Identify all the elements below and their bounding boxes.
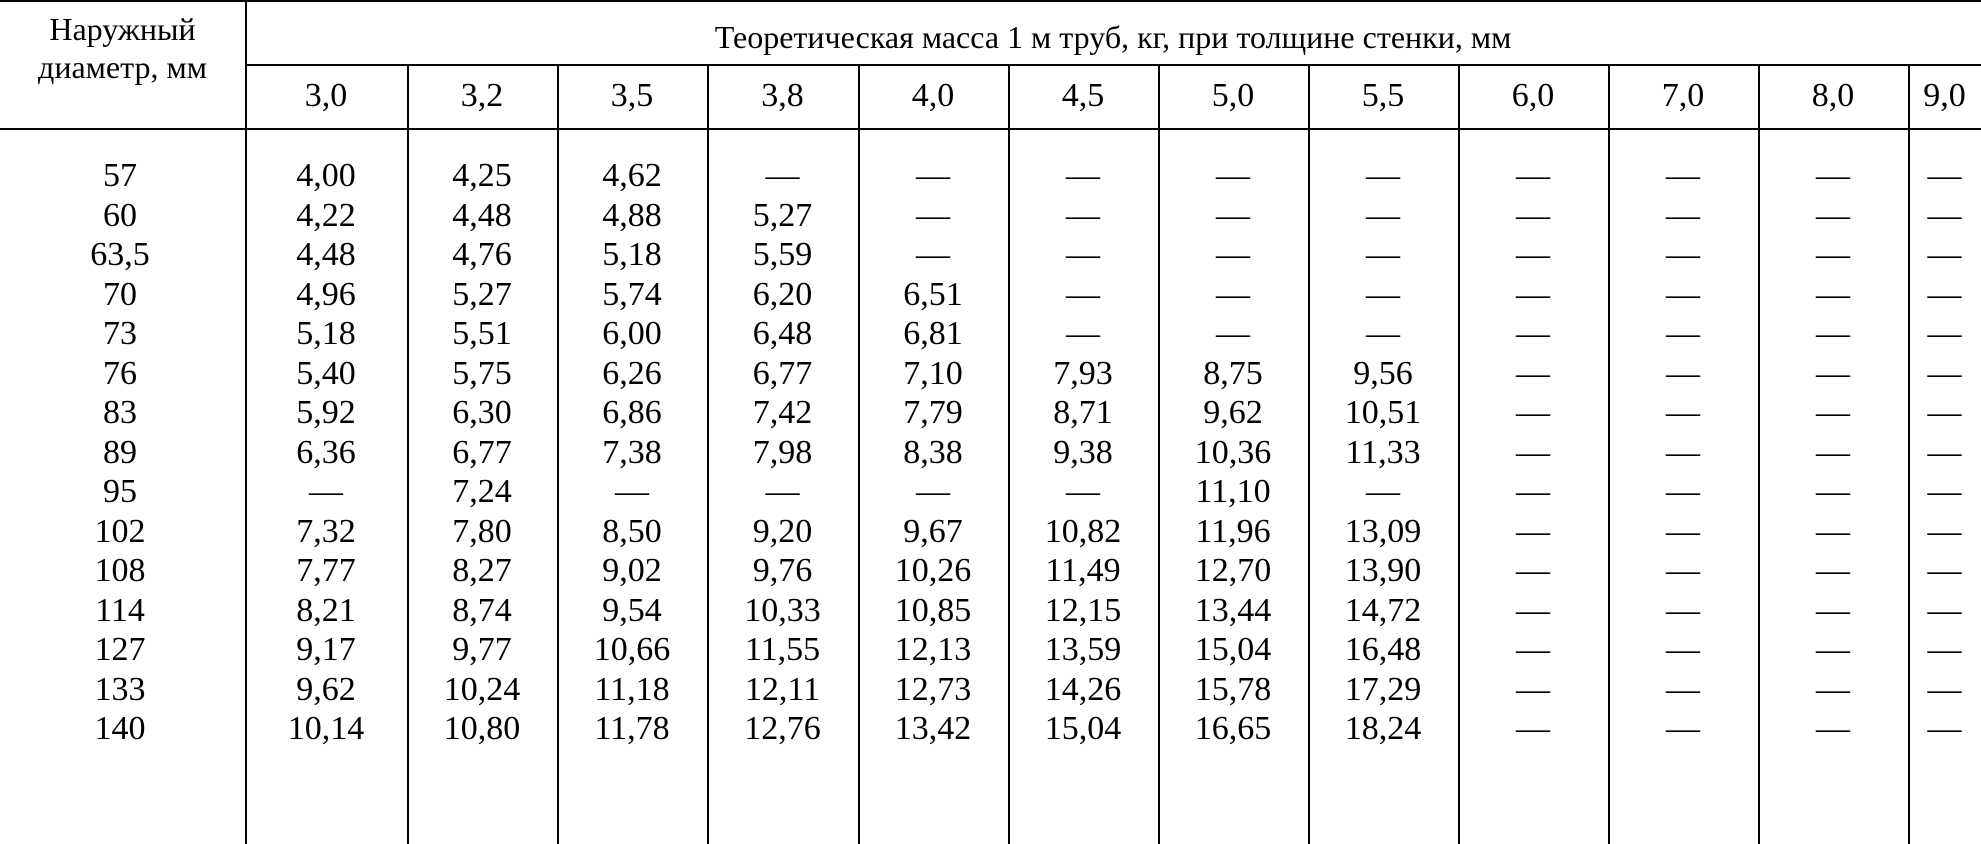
empty-mass-cell: — — [1927, 275, 1962, 313]
empty-mass-cell: — — [916, 157, 950, 194]
empty-mass-cell: — — [1816, 236, 1850, 273]
outer-diameter-cell: 73 — [103, 315, 137, 352]
outer-diameter-cell: 76 — [103, 354, 137, 392]
header-diameter-line1: Наружный — [49, 11, 196, 47]
header-bottom-rule — [0, 128, 1981, 130]
empty-mass-cell: — — [1066, 315, 1100, 352]
column-rule — [1308, 64, 1310, 844]
empty-mass-cell: — — [1216, 157, 1250, 194]
mass-cell: 12,76 — [744, 710, 821, 747]
empty-mass-cell: — — [1366, 473, 1400, 510]
empty-mass-cell: — — [1666, 670, 1700, 708]
mass-cell: 9,77 — [452, 631, 512, 668]
empty-mass-cell: — — [309, 473, 343, 510]
wall-thickness-header: 8,0 — [1811, 77, 1855, 114]
mass-cell: 7,32 — [296, 512, 356, 550]
empty-mass-cell: — — [1816, 315, 1850, 352]
mass-cell: 8,38 — [903, 433, 963, 471]
mass-cell: 9,67 — [903, 512, 963, 550]
mass-cell: 6,51 — [903, 275, 963, 313]
wall-thickness-header: 4,5 — [1061, 77, 1105, 114]
mass-cell: 5,27 — [452, 275, 512, 313]
mass-cell: 7,77 — [296, 552, 356, 589]
empty-mass-cell: — — [1666, 315, 1700, 352]
mass-cell: 15,78 — [1194, 670, 1272, 708]
mass-cell: 17,29 — [1344, 670, 1422, 708]
mass-cell: 10,36 — [1194, 433, 1272, 471]
empty-mass-cell: — — [1216, 196, 1250, 234]
mass-cell: 6,30 — [452, 394, 512, 431]
mass-cell: 13,42 — [894, 710, 972, 747]
mass-cell: 4,88 — [602, 196, 662, 234]
empty-mass-cell: — — [1666, 354, 1700, 392]
empty-mass-cell: — — [1216, 275, 1250, 313]
empty-mass-cell: — — [1366, 275, 1400, 313]
mass-cell: 5,59 — [752, 236, 813, 273]
mass-cell: 12,70 — [1194, 552, 1272, 589]
outer-diameter-cell: 57 — [103, 157, 137, 194]
mass-cell: 10,14 — [287, 710, 365, 747]
mass-cell: 9,20 — [752, 512, 813, 550]
mass-cell: 6,20 — [752, 275, 813, 313]
empty-mass-cell: — — [1927, 591, 1962, 629]
mass-cell: 7,80 — [452, 512, 512, 550]
empty-mass-cell: — — [1366, 196, 1400, 234]
mass-cell: 10,51 — [1344, 394, 1422, 431]
column-rule — [1608, 64, 1610, 844]
mass-cell: 6,81 — [903, 315, 963, 352]
mass-cell: 15,04 — [1194, 631, 1272, 668]
wall-thickness-header: 3,0 — [304, 77, 348, 114]
mass-cell: 4,48 — [452, 196, 512, 234]
wall-thickness-header: 3,5 — [610, 77, 654, 114]
mass-cell: 7,93 — [1053, 354, 1113, 392]
empty-mass-cell: — — [1927, 710, 1962, 747]
mass-cell: 4,76 — [452, 236, 512, 273]
empty-mass-cell: — — [1816, 591, 1850, 629]
mass-cell: 11,96 — [1195, 512, 1271, 550]
mass-cell: 13,44 — [1194, 591, 1272, 629]
column-rule — [1008, 64, 1010, 844]
wall-thickness-header: 3,8 — [761, 77, 804, 114]
outer-diameter-cell: 140 — [94, 710, 146, 747]
mass-cell: 6,77 — [752, 354, 813, 392]
mass-cell: 9,54 — [602, 591, 662, 629]
empty-mass-cell: — — [1927, 433, 1962, 471]
empty-mass-cell: — — [1516, 236, 1550, 273]
column-rule — [1758, 64, 1760, 844]
wall-thickness-header: 3,2 — [460, 77, 504, 114]
empty-mass-cell: — — [1666, 591, 1700, 629]
empty-mass-cell: — — [1666, 236, 1700, 273]
column-rule — [1158, 64, 1160, 844]
empty-mass-cell: — — [1516, 591, 1550, 629]
header-mid-rule — [245, 64, 1981, 66]
empty-mass-cell: — — [1066, 157, 1100, 194]
outer-diameter-cell: 114 — [95, 591, 145, 629]
mass-cell: 9,62 — [1203, 394, 1263, 431]
empty-mass-cell: — — [1927, 354, 1962, 392]
empty-mass-cell: — — [1666, 473, 1700, 510]
empty-mass-cell: — — [1516, 670, 1550, 708]
empty-mass-cell: — — [1516, 710, 1550, 747]
outer-diameter-cell: 89 — [103, 433, 137, 471]
outer-diameter-cell: 83 — [103, 394, 137, 431]
mass-cell: 8,71 — [1053, 394, 1113, 431]
mass-cell: 4,96 — [296, 275, 356, 313]
mass-cell: 6,77 — [452, 433, 512, 471]
mass-cell: 18,24 — [1344, 710, 1422, 747]
empty-mass-cell: — — [1066, 236, 1100, 273]
mass-cell: 12,73 — [894, 670, 972, 708]
outer-diameter-cell: 95 — [103, 473, 137, 510]
column-rule — [557, 64, 559, 844]
diameter-column-rule — [245, 0, 247, 844]
mass-cell: 11,55 — [744, 631, 821, 668]
empty-mass-cell: — — [765, 157, 800, 194]
mass-cell: 10,85 — [894, 591, 972, 629]
mass-cell: 8,74 — [452, 591, 512, 629]
mass-cell: 7,42 — [752, 394, 813, 431]
mass-cell: 11,78 — [594, 710, 670, 747]
mass-cell: 10,66 — [593, 631, 671, 668]
empty-mass-cell: — — [916, 196, 950, 234]
mass-cell: 9,02 — [602, 552, 662, 589]
outer-diameter-cell: 133 — [94, 670, 146, 708]
empty-mass-cell: — — [1666, 512, 1700, 550]
empty-mass-cell: — — [1927, 315, 1962, 352]
empty-mass-cell: — — [1666, 196, 1700, 234]
wall-thickness-header: 9,0 — [1923, 77, 1966, 114]
mass-cell: 6,48 — [752, 315, 813, 352]
empty-mass-cell: — — [1516, 433, 1550, 471]
mass-cell: 12,15 — [1044, 591, 1122, 629]
mass-cell: 5,92 — [296, 394, 356, 431]
empty-mass-cell: — — [1816, 354, 1850, 392]
empty-mass-cell: — — [1927, 512, 1962, 550]
mass-cell: 10,80 — [443, 710, 521, 747]
mass-cell: 8,75 — [1203, 354, 1263, 392]
outer-diameter-cell: 63,5 — [90, 236, 150, 273]
mass-cell: 11,10 — [1195, 473, 1271, 510]
empty-mass-cell: — — [1666, 394, 1700, 431]
empty-mass-cell: — — [1666, 433, 1700, 471]
empty-mass-cell: — — [1516, 354, 1550, 392]
mass-cell: 8,50 — [602, 512, 662, 550]
column-rule — [707, 64, 709, 844]
empty-mass-cell: — — [1816, 512, 1850, 550]
mass-cell: 16,48 — [1344, 631, 1422, 668]
wall-thickness-header: 6,0 — [1511, 77, 1555, 114]
empty-mass-cell: — — [1816, 275, 1850, 313]
mass-cell: 7,79 — [903, 394, 963, 431]
empty-mass-cell: — — [1216, 315, 1250, 352]
empty-mass-cell: — — [1516, 631, 1550, 668]
empty-mass-cell: — — [1516, 394, 1550, 431]
mass-cell: 7,24 — [452, 473, 512, 510]
empty-mass-cell: — — [1816, 710, 1850, 747]
mass-cell: 9,56 — [1353, 354, 1413, 392]
empty-mass-cell: — — [1816, 552, 1850, 589]
mass-cell: 8,21 — [296, 591, 356, 629]
mass-cell: 6,00 — [602, 315, 662, 352]
empty-mass-cell: — — [1927, 157, 1962, 194]
empty-mass-cell: — — [1666, 157, 1700, 194]
mass-cell: 13,09 — [1344, 512, 1422, 550]
mass-cell: 11,49 — [1045, 552, 1121, 589]
empty-mass-cell: — — [1816, 394, 1850, 431]
mass-cell: 10,33 — [744, 591, 821, 629]
empty-mass-cell: — — [1927, 394, 1962, 431]
wall-thickness-header: 5,5 — [1361, 77, 1405, 114]
mass-cell: 15,04 — [1044, 710, 1122, 747]
mass-cell: 8,27 — [452, 552, 512, 589]
empty-mass-cell: — — [916, 473, 950, 510]
empty-mass-cell: — — [1816, 433, 1850, 471]
mass-cell: 9,76 — [752, 552, 813, 589]
mass-cell: 7,98 — [752, 433, 813, 471]
empty-mass-cell: — — [1666, 275, 1700, 313]
mass-cell: 4,48 — [296, 236, 356, 273]
empty-mass-cell: — — [1816, 670, 1850, 708]
outer-diameter-cell: 60 — [103, 196, 137, 234]
mass-cell: 5,27 — [752, 196, 813, 234]
mass-cell: 12,13 — [894, 631, 972, 668]
empty-mass-cell: — — [1066, 275, 1100, 313]
outer-diameter-cell: 70 — [103, 275, 137, 313]
empty-mass-cell: — — [1516, 315, 1550, 352]
mass-cell: 4,00 — [296, 157, 356, 194]
mass-cell: 10,24 — [443, 670, 521, 708]
wall-thickness-header: 4,0 — [911, 77, 955, 114]
mass-cell: 5,75 — [452, 354, 512, 392]
header-diameter-line2: диаметр, мм — [38, 49, 207, 85]
mass-cell: 6,36 — [296, 433, 356, 471]
empty-mass-cell: — — [1816, 473, 1850, 510]
empty-mass-cell: — — [1927, 473, 1962, 510]
mass-cell: 12,11 — [744, 670, 821, 708]
empty-mass-cell: — — [1516, 275, 1550, 313]
outer-diameter-cell: 127 — [94, 631, 146, 668]
empty-mass-cell: — — [1927, 552, 1962, 589]
column-rule — [407, 64, 409, 844]
wall-thickness-header: 7,0 — [1661, 77, 1705, 114]
empty-mass-cell: — — [1516, 552, 1550, 589]
mass-cell: 4,62 — [602, 157, 662, 194]
outer-diameter-cell: 108 — [94, 552, 146, 589]
mass-cell: 5,51 — [452, 315, 512, 352]
empty-mass-cell: — — [1066, 196, 1100, 234]
empty-mass-cell: — — [1927, 670, 1962, 708]
mass-cell: 11,33 — [1345, 433, 1421, 471]
mass-cell: 6,86 — [602, 394, 662, 431]
empty-mass-cell: — — [1816, 196, 1850, 234]
mass-cell: 14,72 — [1344, 591, 1422, 629]
empty-mass-cell: — — [1366, 236, 1400, 273]
empty-mass-cell: — — [1666, 710, 1700, 747]
mass-cell: 5,74 — [602, 275, 662, 313]
empty-mass-cell: — — [1666, 631, 1700, 668]
mass-cell: 5,18 — [296, 315, 356, 352]
outer-diameter-cell: 102 — [94, 512, 146, 550]
empty-mass-cell: — — [1666, 552, 1700, 589]
mass-cell: 9,17 — [296, 631, 356, 668]
empty-mass-cell: — — [1516, 473, 1550, 510]
mass-cell: 13,59 — [1044, 631, 1122, 668]
mass-cell: 9,38 — [1053, 433, 1113, 471]
mass-cell: 10,26 — [894, 552, 972, 589]
column-rule — [1908, 64, 1910, 844]
mass-cell: 13,90 — [1344, 552, 1422, 589]
empty-mass-cell: — — [1216, 236, 1250, 273]
empty-mass-cell: — — [1066, 473, 1100, 510]
header-mass-title: Теоретическая масса 1 м труб, кг, при толщине стенки, мм — [714, 19, 1512, 55]
empty-mass-cell: — — [765, 473, 800, 510]
mass-cell: 4,22 — [296, 196, 356, 234]
mass-cell: 9,62 — [296, 670, 356, 708]
empty-mass-cell: — — [1816, 631, 1850, 668]
mass-cell: 16,65 — [1194, 710, 1272, 747]
table-top-rule — [0, 0, 1981, 2]
mass-cell: 5,18 — [602, 236, 662, 273]
column-rule — [1458, 64, 1460, 844]
mass-cell: 7,38 — [602, 433, 662, 471]
mass-cell: 6,26 — [602, 354, 662, 392]
mass-cell: 11,18 — [594, 670, 670, 708]
mass-cell: 7,10 — [903, 354, 963, 392]
column-rule — [858, 64, 860, 844]
mass-cell: 14,26 — [1044, 670, 1122, 708]
empty-mass-cell: — — [1927, 236, 1962, 273]
empty-mass-cell: — — [1927, 631, 1962, 668]
empty-mass-cell: — — [1516, 196, 1550, 234]
empty-mass-cell: — — [1516, 157, 1550, 194]
empty-mass-cell: — — [1516, 512, 1550, 550]
mass-cell: 5,40 — [296, 354, 356, 392]
empty-mass-cell: — — [1927, 196, 1962, 234]
empty-mass-cell: — — [916, 236, 950, 273]
mass-cell: 10,82 — [1044, 512, 1122, 550]
empty-mass-cell: — — [1366, 315, 1400, 352]
mass-cell: 4,25 — [452, 157, 512, 194]
empty-mass-cell: — — [615, 473, 649, 510]
wall-thickness-header: 5,0 — [1211, 77, 1255, 114]
empty-mass-cell: — — [1366, 157, 1400, 194]
empty-mass-cell: — — [1816, 157, 1850, 194]
